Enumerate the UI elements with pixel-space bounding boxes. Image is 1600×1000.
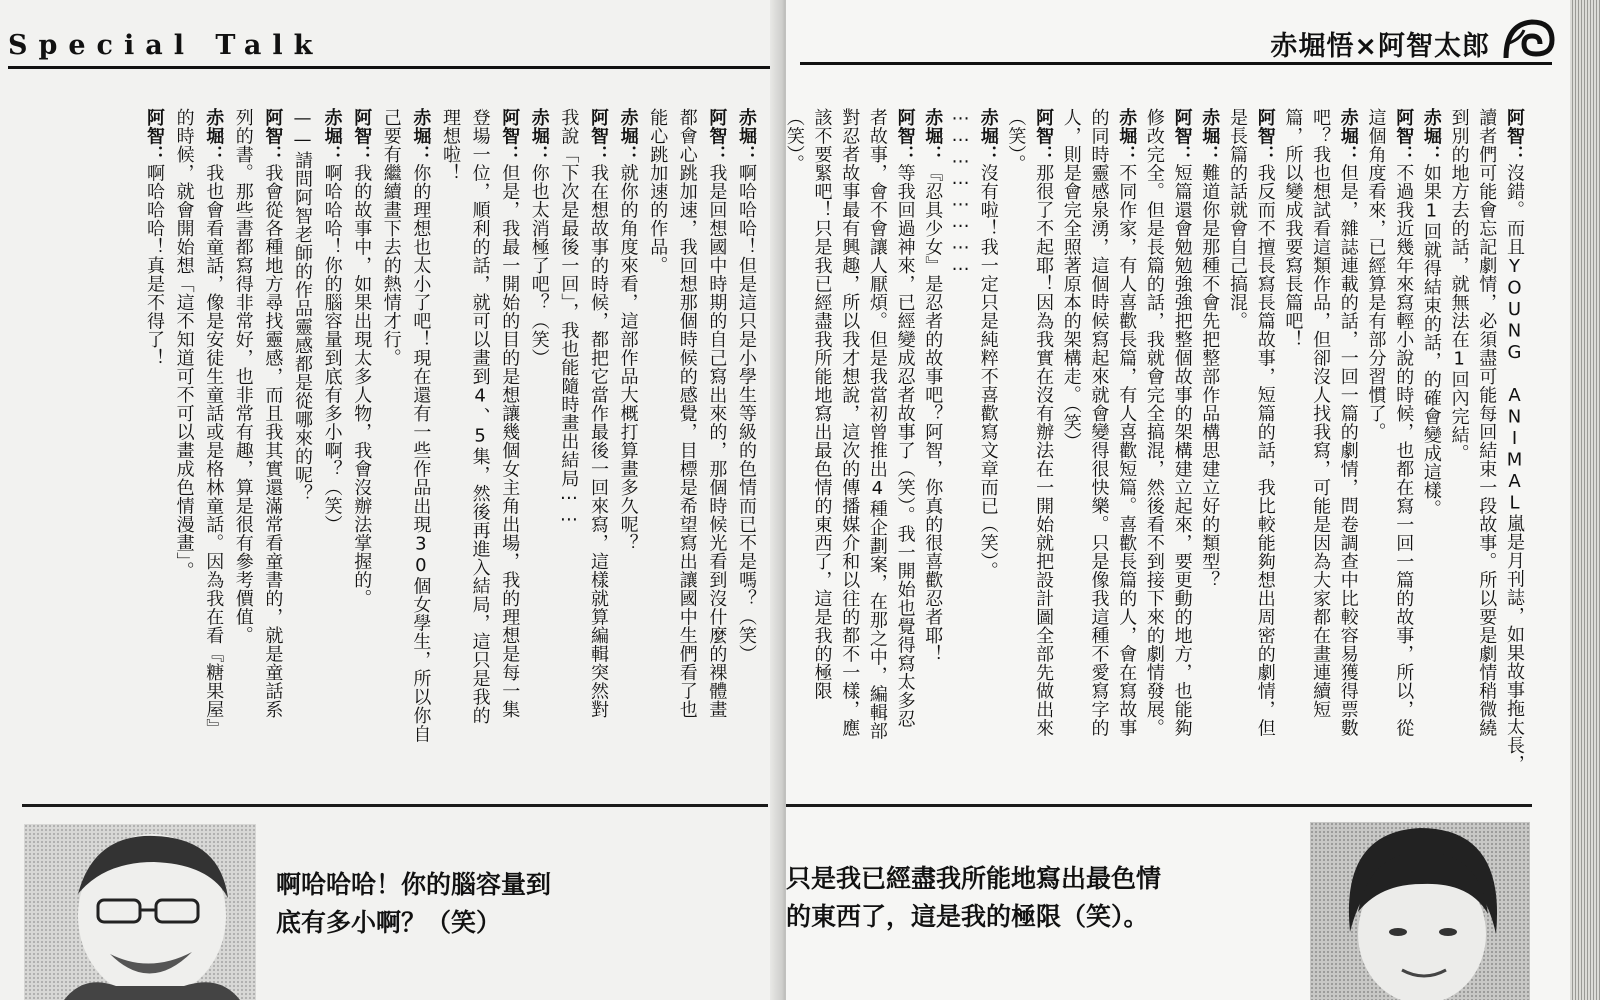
pull-quote-right (786, 860, 1161, 936)
speaker-label: 阿智： (144, 108, 165, 164)
swirl-ornament-icon (1502, 14, 1556, 64)
column-text: （笑）。 (783, 108, 805, 173)
text-column (1225, 108, 1250, 330)
text-column (1170, 108, 1195, 737)
speaker-label: 阿智： (706, 108, 728, 164)
speaker-label: 阿智： (351, 108, 373, 164)
column-text: 我反而不擅長寫長篇故事，短篇的話，我比較能夠想出周密的劇情，但 (1254, 163, 1276, 737)
column-text: 沒錯。而且YOUNG ANIMAL嵐是月刊誌，如果故事拖太長， (1504, 163, 1525, 773)
text-column (1087, 108, 1112, 737)
photo-achi (1310, 822, 1530, 1000)
text-column (1253, 108, 1278, 737)
column-text: 沒有啦！我一定只是純粹不喜歡寫文章而已（笑）。 (977, 163, 999, 580)
text-column (865, 108, 890, 740)
column-text: 我說「下次是最後一回」，我也能隨時畫出結局⋯⋯ (558, 108, 580, 531)
column-text: 人，則是會完全照著原本的架構走。（笑） (1060, 108, 1082, 451)
text-column (734, 108, 759, 663)
column-text: 就你的角度來看，這部作品大概打算畫多久呢？ (617, 163, 639, 552)
column-text: 我的故事中，如果出現太多人物，我會沒辦法掌握的。 (351, 163, 373, 608)
text-column (586, 108, 611, 719)
speaker-label: 阿智： (499, 108, 521, 164)
column-text: （笑）。 (1005, 108, 1027, 173)
column-text: 你也太消極了吧？（笑） (528, 163, 550, 367)
speaker-label: 赤堀： (1420, 108, 1442, 164)
text-column (201, 108, 226, 737)
header-rule (800, 62, 1552, 65)
column-text: 該不要緊吧！只是我已經盡我所能地寫出最色情的東西了，這是我的極限 (811, 108, 833, 700)
column-text: 『忍具少女』是忍者的故事吧？阿智，你真的很喜歡忍者耶！ (922, 163, 944, 663)
text-column (1447, 108, 1472, 463)
column-text: 到別的地方去的話，就無法在1回內完結。 (1448, 108, 1470, 463)
column-text: 篇，所以變成我要寫長篇吧！ (1282, 108, 1304, 349)
speaker-label: 阿智： (894, 108, 916, 164)
photo-akahori (24, 824, 256, 1000)
column-text: 對忍者故事最有興趣，所以我才想說，這次的傳播媒介和以往的都不一樣，應 (839, 108, 861, 737)
text-column (893, 108, 918, 728)
column-text: 是長篇的話就會自己搞混。 (1227, 108, 1248, 330)
column-text: 短篇還會勉勉強強把整個故事的架構建立起來，要更動的地方，也能夠 (1171, 163, 1193, 737)
right-page (783, 0, 1570, 1000)
speaker-label: 赤堀： (1116, 108, 1138, 164)
text-column (810, 108, 835, 700)
text-column (948, 108, 973, 280)
column-text: 難道你是那種不會先把整部作品構思建立好的類型？ (1199, 163, 1221, 589)
text-column (782, 108, 807, 173)
header-rule (8, 66, 770, 69)
column-text: 我在想故事的時候，都把它當作最後一回來寫，這樣就算編輯突然對 (588, 163, 609, 719)
text-column (172, 108, 197, 580)
text-column (616, 108, 641, 552)
column-text: 我也會看童話，像是安徒生童話或是格林童話。因為我在看『糖果屋』 (203, 163, 225, 737)
pull-quote-left-line1: 啊哈哈哈！你的腦容量到 (276, 870, 552, 899)
text-column (408, 108, 433, 743)
column-text: 吧？我也想試看這類作品，但卻沒人找我寫，可能是因為大家都在畫連續短 (1310, 108, 1332, 719)
text-column (1419, 108, 1444, 518)
text-column (1031, 108, 1056, 737)
column-text: 我會從各種地方尋找靈感，而且我其實還滿常看童書的，就是童話系 (262, 163, 284, 719)
column-text: 理想啦！ (440, 108, 461, 182)
speaker-label: 赤堀： (528, 108, 550, 164)
special-talk-header: Special Talk (8, 30, 324, 61)
text-column (920, 108, 945, 663)
column-text: 啊哈哈哈！但是這只是小學生等級的色情而已不是嗎？（笑） (736, 163, 757, 663)
text-column (1197, 108, 1222, 589)
text-column (976, 108, 1001, 580)
column-text: 的時候，就會開始想「這不知道可不可以畫成色情漫畫」。 (173, 108, 195, 580)
speaker-label: 赤堀： (977, 108, 999, 164)
column-text: 能心跳加速的作品。 (647, 108, 669, 275)
text-column (290, 108, 315, 503)
text-column (527, 108, 552, 367)
interview-names-header: 赤堀悟×阿智太郎 (1270, 31, 1490, 62)
speaker-label: 阿智： (1033, 108, 1055, 164)
text-column (704, 108, 729, 719)
text-column (1502, 108, 1527, 773)
column-text: 己要有繼續畫下去的熱情才行。 (380, 108, 402, 367)
column-text: ——請問阿智老師的作品靈感都是從哪來的呢？ (292, 108, 313, 503)
speaker-label: 阿智： (262, 108, 284, 164)
text-column (379, 108, 404, 367)
text-column (497, 108, 522, 719)
text-column (1336, 108, 1361, 737)
text-column (1003, 108, 1028, 173)
section-rule (22, 804, 768, 807)
column-text: 如果1回就得結束的話，的確會變成這樣。 (1420, 163, 1442, 518)
pull-quote-right-line2: 的東西了，這是我的極限（笑）。 (786, 902, 1149, 931)
speaker-label: 阿智： (1393, 108, 1415, 164)
text-column (468, 108, 493, 725)
column-text: 啊哈哈哈！你的腦容量到底有多小啊？（笑） (321, 163, 343, 534)
speaker-label: 阿智： (1254, 108, 1276, 164)
text-column (320, 108, 345, 534)
speaker-label: 赤堀： (1337, 108, 1359, 164)
text-column (1280, 108, 1305, 349)
column-text: 都會心跳加速，我回想那個時候的感覺，目標是希望寫出讓國中生們看了也 (676, 108, 698, 719)
column-text: 修改完全。但是長篇的話，我就會完全搞混，然後看不到接下來的劇情發展。 (1143, 108, 1165, 737)
column-text: 的同時靈感泉湧，這個時候寫起來就會變得很快樂。只是像我這種不愛寫字的 (1088, 108, 1110, 737)
pull-quote-left-line2: 底有多小啊？（笑） (276, 908, 502, 937)
text-column (438, 108, 463, 182)
speaker-label: 赤堀： (203, 108, 225, 164)
text-column (1059, 108, 1084, 451)
column-text: 不過我近幾年來寫輕小說的時候，也都在寫一回一篇的故事，所以，從 (1393, 163, 1415, 737)
speaker-label: 阿智： (588, 108, 609, 164)
text-column (260, 108, 285, 719)
speaker-label: 阿智： (1504, 108, 1525, 164)
column-text: 這個角度看來，已經算是有部分習慣了。 (1365, 108, 1387, 441)
text-column (556, 108, 581, 531)
text-column (1474, 108, 1499, 737)
column-text: 啊哈哈哈！真是不得了！ (144, 163, 165, 367)
text-column (837, 108, 862, 737)
column-text: 你的理想也太小了吧！現在還有一些作品出現30個女學生，所以你自 (410, 163, 432, 743)
speaker-label: 赤堀： (1199, 108, 1221, 164)
column-text: 列的書。那些書都寫得非常好，也非常有趣，算是很有參考價值。 (232, 108, 254, 645)
text-column (645, 108, 670, 275)
speaker-label: 阿智： (1171, 108, 1193, 164)
column-text: 那很了不起耶！因為我實在沒有辦法在一開始就把設計圖全部先做出來 (1033, 163, 1055, 737)
speaker-label: 赤堀： (410, 108, 432, 164)
text-column (1391, 108, 1416, 737)
column-text: 不同作家，有人喜歡長篇，有人喜歡短篇。喜歡長篇的人，會在寫故事 (1116, 163, 1138, 737)
text-column (231, 108, 256, 645)
speaker-label: 赤堀： (617, 108, 639, 164)
text-column (1308, 108, 1333, 719)
text-column (142, 108, 167, 367)
pull-quote-right-line1: 只是我已經盡我所能地寫出最色情 (786, 864, 1162, 893)
text-column (1142, 108, 1167, 737)
column-text: ⋯⋯⋯⋯⋯⋯⋯⋯ (950, 108, 971, 280)
speaker-label: 赤堀： (922, 108, 944, 164)
text-column (675, 108, 700, 719)
column-text: 但是，雜誌連載的話，一回一篇的劇情，問卷調查中比較容易獲得票數 (1337, 163, 1359, 737)
column-text: 登場一位，順利的話，就可以畫到4、5集，然後再進入結局，這只是我的 (469, 108, 491, 725)
page-edge (1570, 0, 1600, 1000)
column-text: 等我回過神來，已經變成忍者故事了（笑）。我一開始也覺得寫太多忍 (894, 163, 916, 728)
pull-quote-left (276, 866, 551, 942)
speaker-label: 赤堀： (321, 108, 343, 164)
left-page (0, 0, 782, 1000)
section-rule (786, 804, 1532, 807)
column-text: 者故事，會不會讓人厭煩。但是我當初曾推出4種企劃案，在那之中，編輯部 (866, 108, 888, 740)
text-column (1114, 108, 1139, 737)
text-column (1364, 108, 1389, 441)
column-text: 我是回想國中時期的自己寫出來的，那個時候光看到沒什麼的裸體畫 (706, 163, 728, 719)
text-column (349, 108, 374, 608)
column-text: 但是，我最一開始的目的是想讓幾個女主角出場，我的理想是每一集 (499, 163, 521, 719)
column-text: 讀者們可能會忘記劇情，必須盡可能每回結束一段故事。所以要是劇情稍微繞 (1476, 108, 1498, 737)
speaker-label: 赤堀： (736, 108, 757, 164)
